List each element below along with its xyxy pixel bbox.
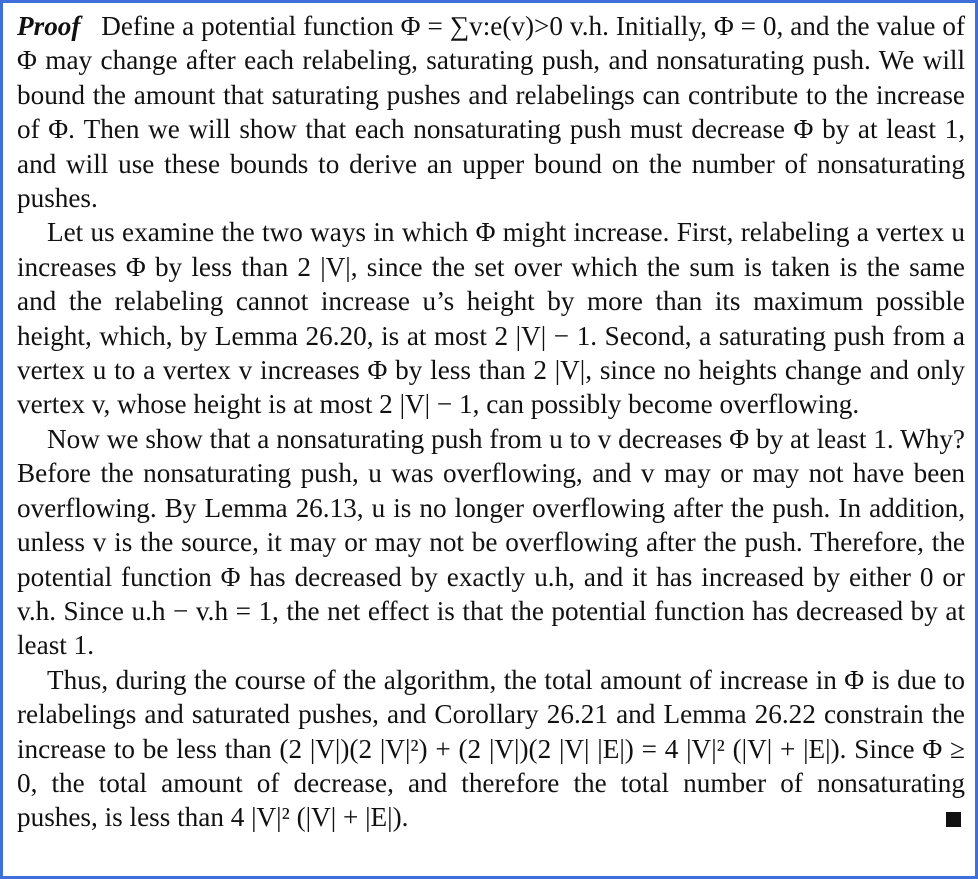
proof-paragraph-1 [17,9,965,215]
qed-tombstone-icon [946,812,961,827]
proof-paragraph-4 [17,663,965,835]
paragraph-1-text: Define a potential function Φ = ∑v:e(v)>0 v.h. Initially, Φ = 0, and the value of Φ may change after each relabeling, saturating push, and nonsaturating push. We will bound the amount that saturating pushes and relabelings can contribute to the increase of Φ. Then we will show that each nonsaturating push must decrease Φ by at least 1, and will use these bounds to derive an upper bound on the number of nonsaturating pushes. [17,11,965,214]
paragraph-4-text: Thus, during the course of the algorithm, the total amount of increase in Φ is due to relabelings and saturated pushes, and Corollary 26.21 and Lemma 26.22 constrain the increase to be less than (2 |V|)(2 |V|²) + (2 |V|)(2 |V| |E|) = 4 |V|² (|V| + |E|). Since Φ ≥ 0, the total amount of decrease, and therefore the total number of nonsaturating pushes, is less than 4 |V|² (|V| + |E|). [17,664,965,833]
proof-label: Proof [17,11,81,41]
proof-paragraph-2: Let us examine the two ways in which Φ might increase. First, relabeling a vertex u increases Φ by less than 2 |V|, since the set over which the sum is taken is the same and the relabeling cannot increase u’s height by more than its maximum possible height, which, by Lemma 26.20, is at most 2 |V| − 1. Second, a saturating push from a vertex u to a vertex v increases Φ by less than 2 |V|, since no heights change and only vertex v, whose height is at most 2 |V| − 1, can possibly become overflowing. [17,217,965,420]
proof-paragraph-3: Now we show that a nonsaturating push from u to v decreases Φ by at least 1. Why? Before the nonsaturating push, u was overflowing, and v may or may not have been overflowing. By Lemma 26.13, u is no longer overflowing after the push. In addition, unless v is the source, it may or may not be overflowing after the push. Therefore, the potential function Φ has decreased by exactly u.h, and it has increased by either 0 or v.h. Since u.h − v.h = 1, the net effect is that the potential function has decreased by at least 1. [17,423,965,661]
proof-text [17,9,965,835]
